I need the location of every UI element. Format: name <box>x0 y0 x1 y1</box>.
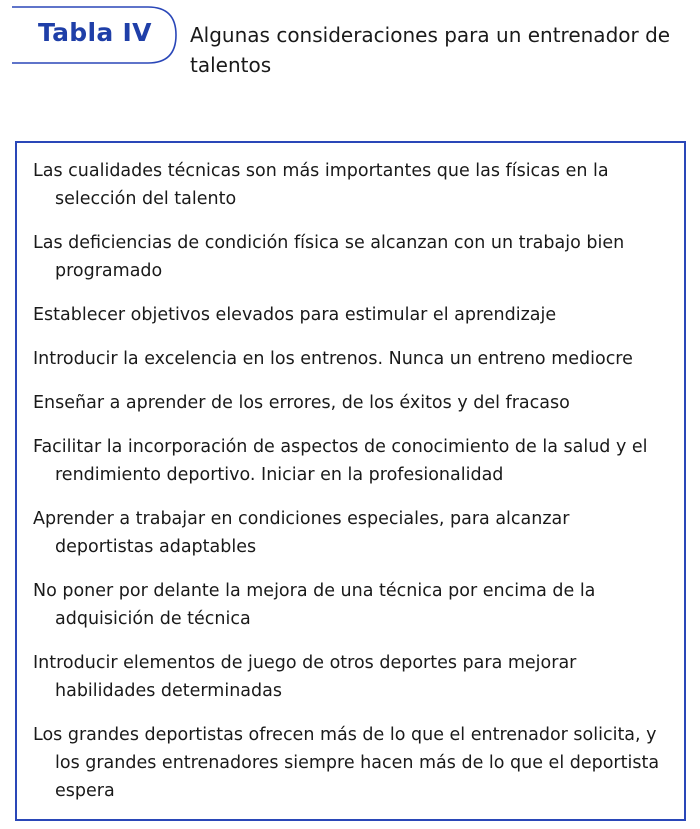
list-item: Facilitar la incorporación de aspectos de conocimiento de la salud y el rendimiento deportivo. Iniciar en la profesionalidad <box>33 437 648 485</box>
table-title: Algunas consideraciones para un entrenador de talentos <box>190 23 671 77</box>
considerations-box <box>15 141 686 821</box>
list-item: Los grandes deportistas ofrecen más de lo que el entrenador solicita, y los grandes entrenadores siempre hacen más de lo que el deportista espera <box>33 725 660 801</box>
table-label: Tabla IV <box>38 18 152 47</box>
list-item: No poner por delante la mejora de una técnica por encima de la adquisición de técnica <box>33 581 596 629</box>
list-item: Introducir la excelencia en los entrenos. Nunca un entreno mediocre <box>33 349 633 369</box>
list-item: Aprender a trabajar en condiciones especiales, para alcanzar deportistas adaptables <box>33 509 570 557</box>
list-item: Enseñar a aprender de los errores, de los éxitos y del fracaso <box>33 393 570 413</box>
list-item: Las deficiencias de condición física se alcanzan con un trabajo bien programado <box>33 233 625 281</box>
table-header <box>0 0 700 100</box>
list-item: Establecer objetivos elevados para estimular el aprendizaje <box>33 305 557 325</box>
list-item: Las cualidades técnicas son más importantes que las físicas en la selección del talento <box>33 161 609 209</box>
list-item: Introducir elementos de juego de otros deportes para mejorar habilidades determinadas <box>33 653 577 701</box>
considerations-list <box>33 157 673 821</box>
